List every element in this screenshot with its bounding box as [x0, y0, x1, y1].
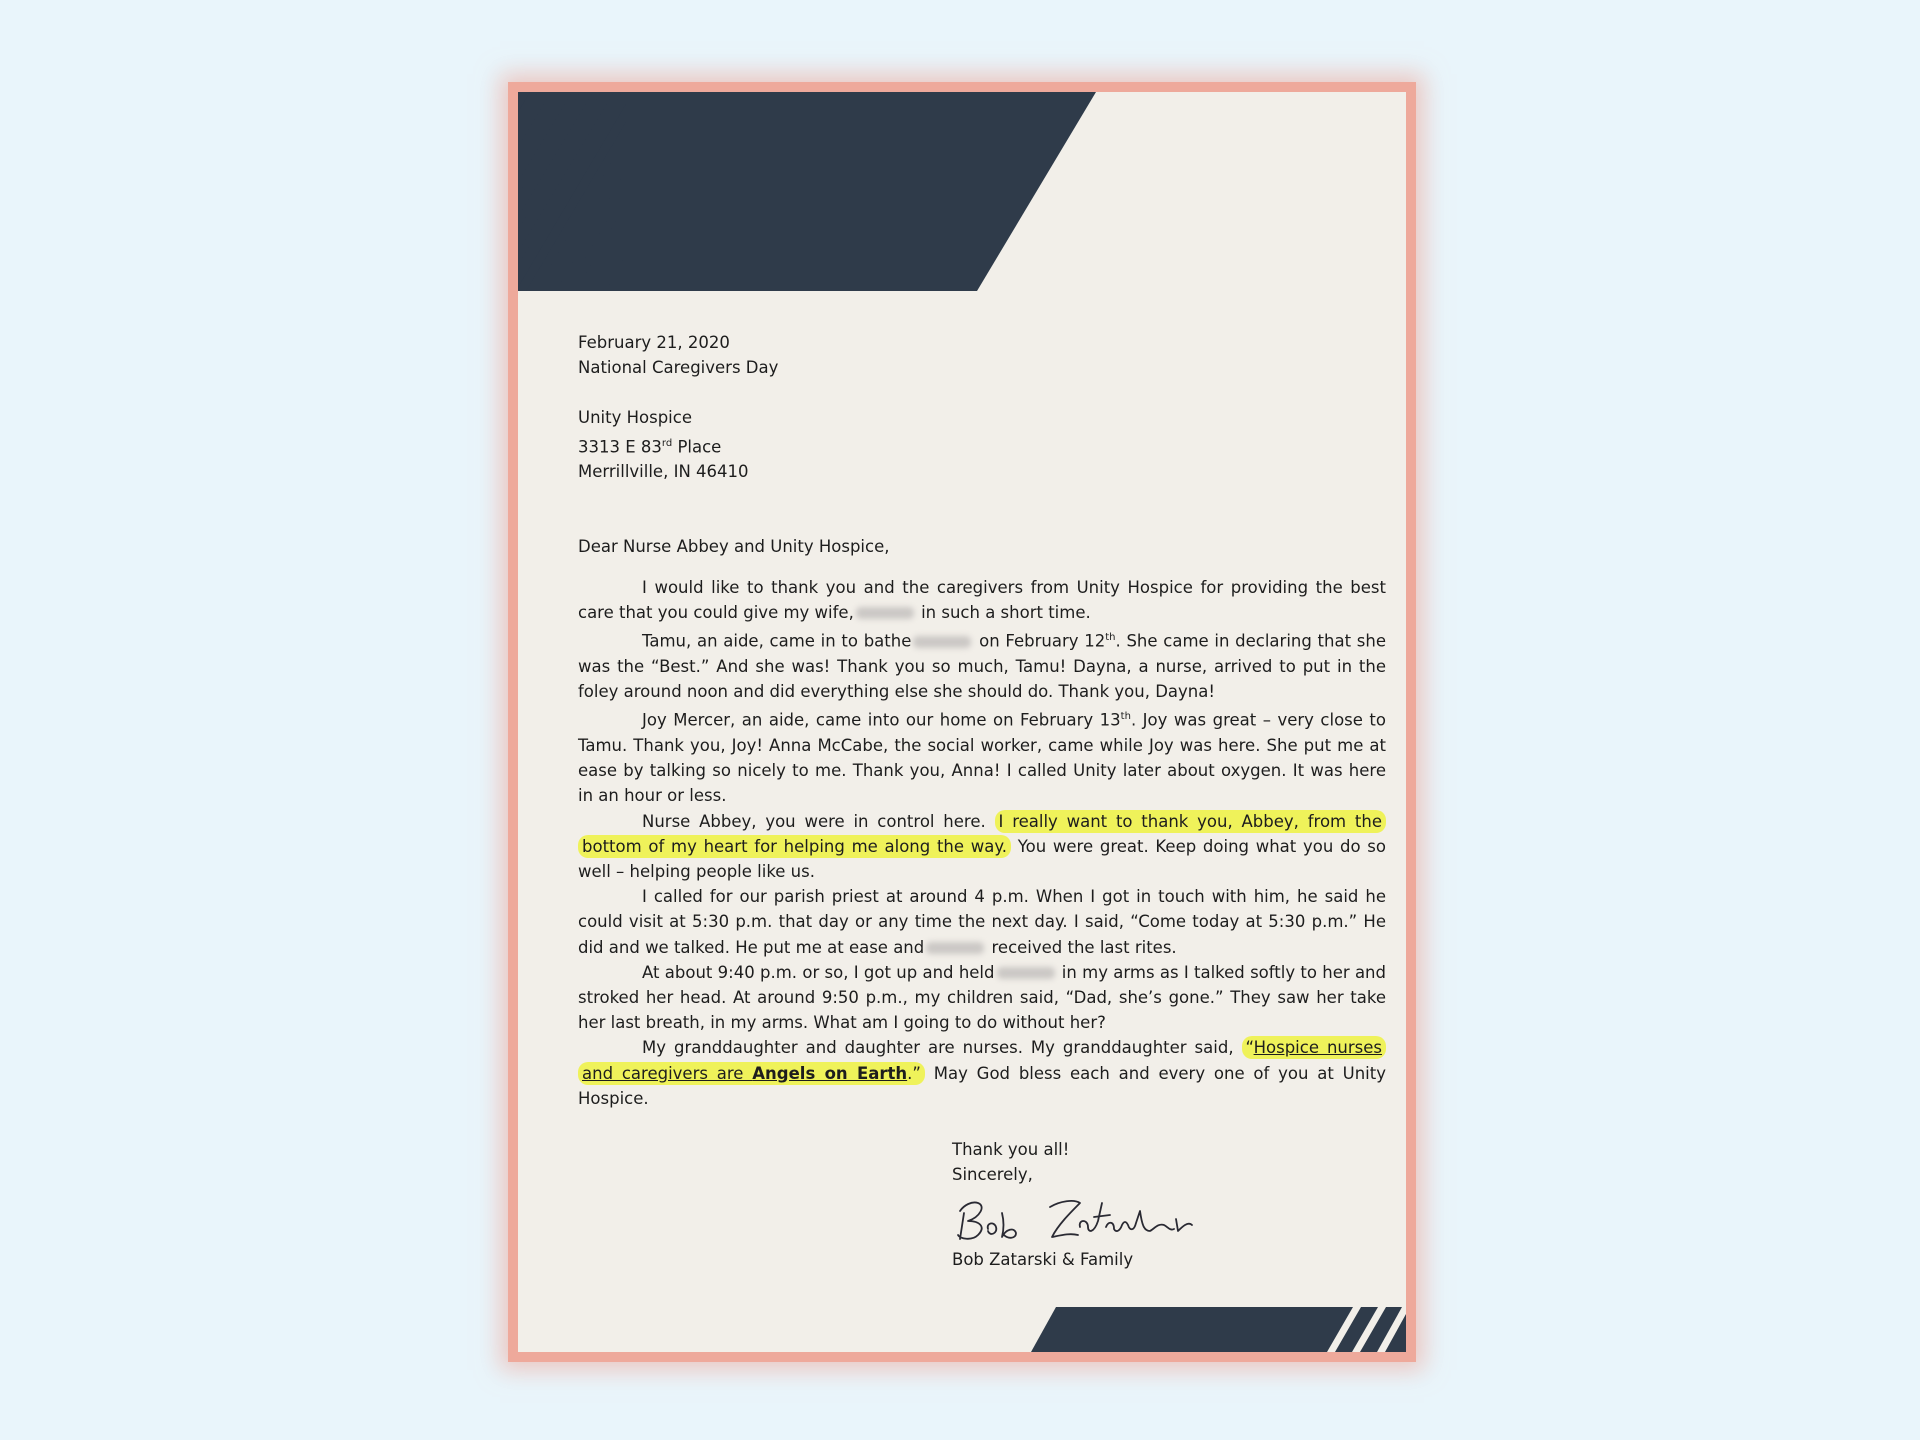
redacted-name	[913, 636, 971, 648]
p2-text-b: on February 12	[973, 631, 1106, 651]
p1-text-a: I would like to thank you and the caregivers from Unity Hospice for providing the best care that you could give my wife,	[578, 577, 1386, 622]
p3-ordinal: th	[1120, 711, 1131, 723]
letter-content	[578, 330, 1386, 1273]
p2-text-a: Tamu, an aide, came in to bathe	[642, 631, 912, 651]
paragraph-6	[578, 960, 1386, 1036]
p6-text-a: At about 9:40 p.m. or so, I got up and held	[642, 962, 995, 982]
letter-closing	[952, 1137, 1386, 1273]
quote-bold: Angels on Earth	[752, 1063, 908, 1083]
p3-text-a: Joy Mercer, an aide, came into our home on February 13	[642, 710, 1121, 730]
p6-text-b: in my arms as I talked softly to her and stroked her head. At around 9:50 p.m., my children said, “Dad, she’s gone.” They saw her take her last breath, in my arms. What am I going to do without her?	[578, 962, 1386, 1033]
p4-text-b: You were great. Keep doing what you do so well – helping people like us.	[578, 836, 1386, 881]
p5-text-a: I called for our parish priest at around 4 p.m. When I got in touch with him, he said he could visit at 5:30 p.m. that day or any time the next day. I said, “Come today at 5:30 p.m.” He did and we talked. He put me at ease and	[578, 887, 1386, 957]
p2-text-c: . She came in declaring that she was the “Best.” And she was! Thank you so much, Tamu! Dayna, a nurse, arrived to put in the foley around noon and did everything else she should do. Thank you, Dayna!	[578, 631, 1386, 702]
paragraph-7	[578, 1035, 1386, 1111]
p1-text-b: in such a short time.	[915, 602, 1091, 622]
paragraph-5	[578, 884, 1386, 960]
letter-date: February 21, 2020	[578, 333, 730, 352]
recipient-name: Unity Hospice	[578, 408, 692, 428]
letter-occasion: National Caregivers Day	[578, 358, 779, 378]
street-suffix: rd	[661, 437, 673, 449]
recipient-address	[578, 405, 1386, 484]
closing-sincerely: Sincerely,	[952, 1165, 1033, 1185]
highlighted-thanks: I really want to thank you, Abbey, from the bottom of my heart for helping me along the way.	[578, 810, 1386, 858]
redacted-name	[997, 967, 1055, 979]
recipient-city: Merrillville, IN 46410	[578, 462, 749, 482]
p2-ordinal: th	[1105, 632, 1116, 644]
p5-text-b: received the last rites.	[986, 937, 1177, 957]
quote-underlined: Hospice nurses and caregivers are	[582, 1038, 1382, 1083]
p3-text-b: . Joy was great – very close to Tamu. Thank you, Joy! Anna McCabe, the social worker, came while Joy was here. She put me at ease by talking so nicely to me. Thank you, Anna! I called Unity later about oxygen. It was here in an hour or less.	[578, 710, 1386, 806]
paragraph-4	[578, 809, 1386, 885]
handwritten-signature	[950, 1191, 1250, 1249]
paragraph-3	[578, 704, 1386, 808]
paragraph-1	[578, 575, 1386, 625]
street-number: 3313 E 83	[578, 437, 662, 457]
redacted-name	[926, 942, 984, 954]
street-name: Place	[672, 437, 722, 457]
letter-date-block	[578, 330, 1386, 380]
letter-page-frame	[508, 82, 1416, 1362]
signer-name: Bob Zatarski & Family	[952, 1250, 1134, 1270]
salutation: Dear Nurse Abbey and Unity Hospice,	[578, 536, 890, 556]
letter-body	[578, 575, 1386, 1111]
letter-paper	[518, 92, 1406, 1352]
quote-close: .”	[907, 1063, 921, 1083]
p7-text-a: My granddaughter and daughter are nurses. My granddaughter said,	[642, 1038, 1242, 1058]
p7-text-b: May God bless each and every one of you at Unity Hospice.	[578, 1063, 1386, 1108]
closing-thanks: Thank you all!	[952, 1139, 1070, 1159]
redacted-name	[856, 607, 914, 619]
quote-open: “	[1245, 1038, 1254, 1058]
p4-text-a: Nurse Abbey, you were in control here.	[642, 811, 995, 831]
recipient-street	[578, 431, 1386, 460]
paragraph-2	[578, 625, 1386, 704]
